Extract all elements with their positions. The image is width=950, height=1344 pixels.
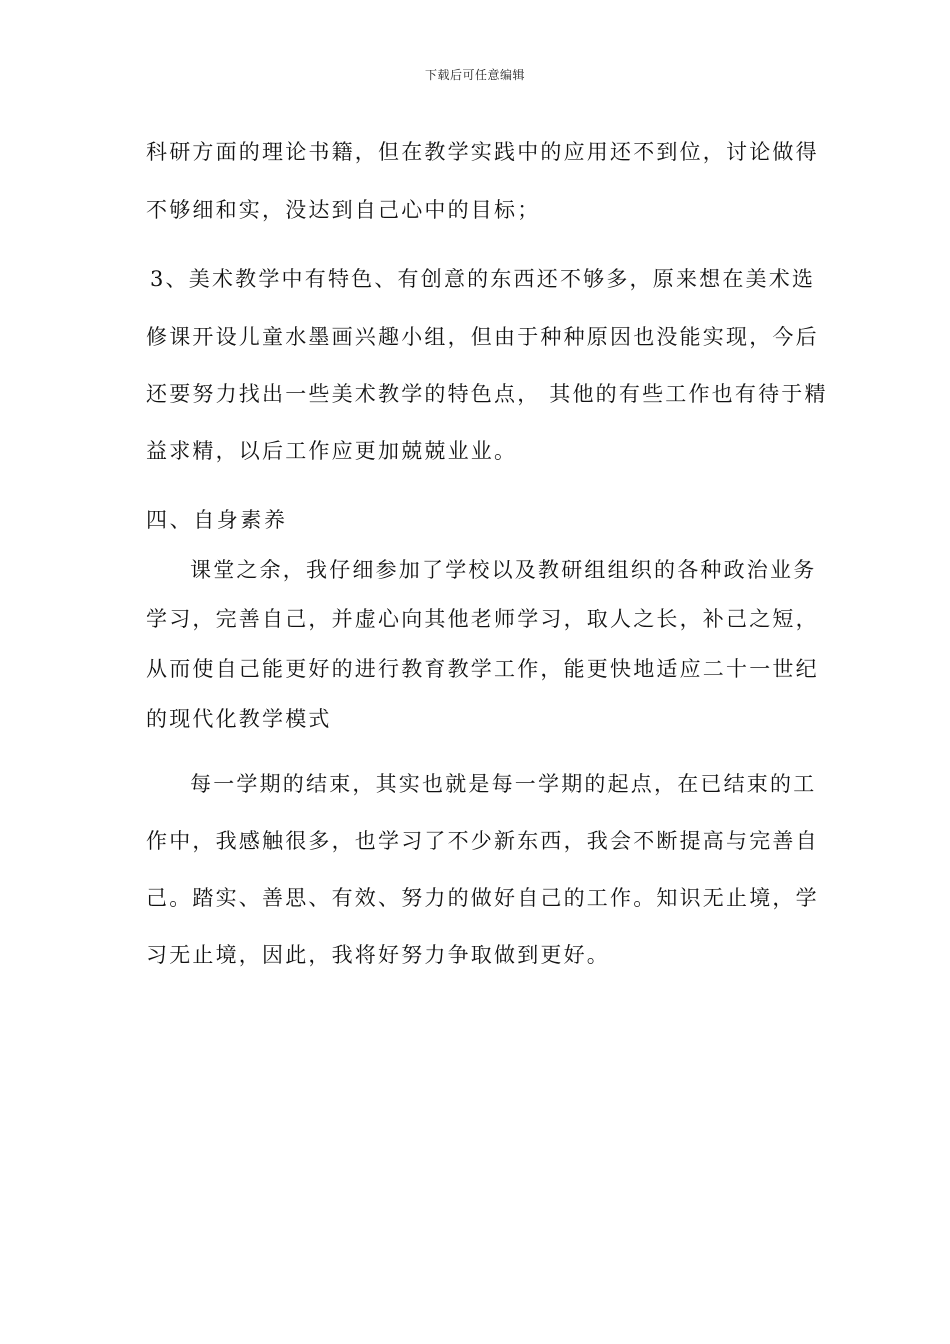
paragraph-line: 课堂之余，我仔细参加了学校以及教研组组织的各种政治业务 — [190, 558, 817, 582]
paragraph-line: 益求精，以后工作应更加兢兢业业。 — [146, 439, 518, 463]
paragraph-line: 习无止境，因此，我将好努力争取做到更好。 — [146, 943, 610, 967]
list-item-line: 3、美术教学中有特色、有创意的东西还不够多，原来想在美术选 — [150, 267, 816, 291]
paragraph-line: 的现代化教学模式 — [146, 707, 332, 731]
paragraph-line: 每一学期的结束，其实也就是每一学期的起点，在已结束的工 — [190, 772, 817, 796]
paragraph-line: 学习，完善自己，并虚心向其他老师学习，取人之长，补己之短， — [146, 607, 819, 631]
page-header: 下载后可任意编辑 — [424, 68, 525, 82]
section-heading: 四、自身素养 — [146, 508, 288, 532]
paragraph-line: 从而使自己能更好的进行教育教学工作，能更快地适应二十一世纪 — [146, 657, 819, 681]
paragraph-line: 作中，我感触很多，也学习了不少新东西，我会不断提高与完善自 — [146, 829, 819, 853]
paragraph-line: 科研方面的理论书籍，但在教学实践中的应用还不到位，讨论做得 — [146, 140, 819, 164]
paragraph-line: 还要努力找出一些美术教学的特色点， 其他的有些工作也有待于精 — [146, 382, 828, 406]
paragraph-line: 修课开设儿童水墨画兴趣小组，但由于种种原因也没能实现，今后 — [146, 325, 819, 349]
paragraph-line: 不够细和实，没达到自己心中的目标； — [146, 198, 541, 222]
paragraph-line: 己。踏实、善思、有效、努力的做好自己的工作。知识无止境，学 — [146, 886, 819, 910]
